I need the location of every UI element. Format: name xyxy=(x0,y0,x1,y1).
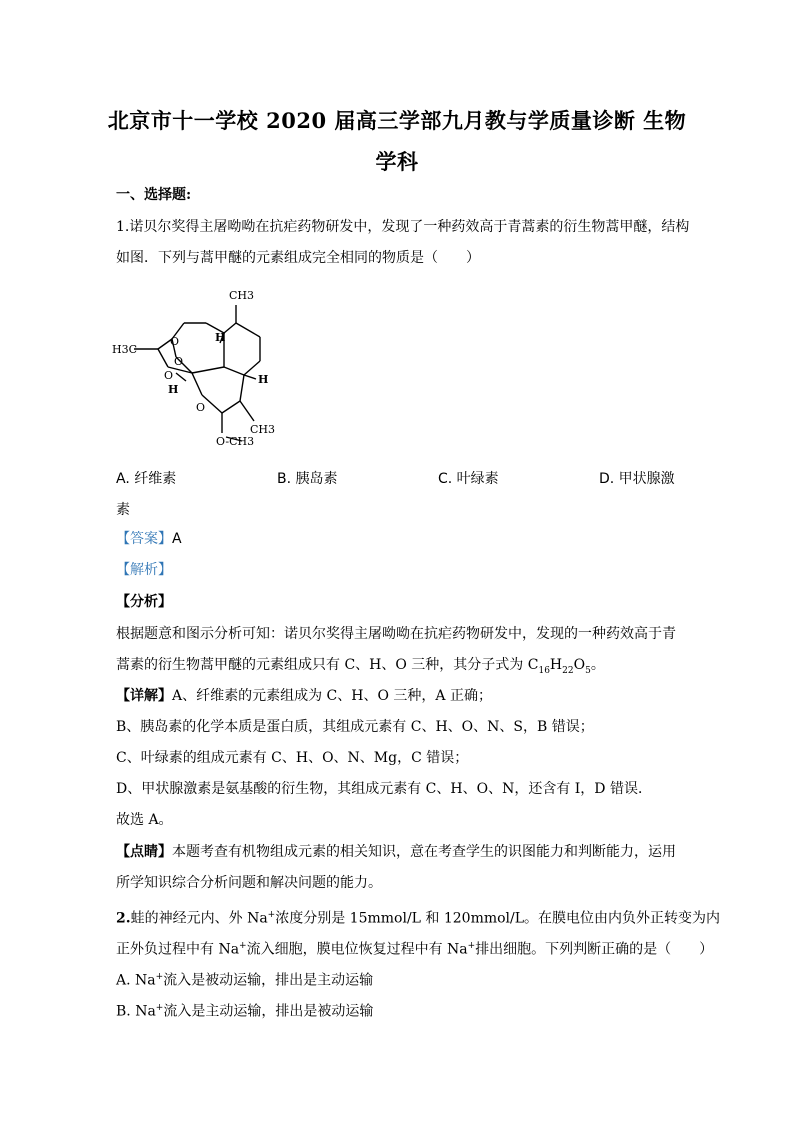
q2-line2-c: 排出细胞。下列判断正确的是（ ） xyxy=(475,941,714,958)
label-o-2: O xyxy=(174,355,184,368)
answer-tag: 【答案】 xyxy=(116,531,172,547)
artemether-structure-diagram xyxy=(112,283,282,453)
detail-line2: B、胰岛素的化学本质是蛋白质，其组成元素有 C、H、O、N、S，B 错误； xyxy=(116,719,594,735)
page-title-line1: 北京市十一学校 2020 届高三学部九月教与学质量诊断 生物 xyxy=(107,108,687,133)
q2-sup-1: + xyxy=(267,910,276,920)
fenxi-line1: 根据题意和图示分析可知：诺贝尔奖得主屠呦呦在抗疟药物研发中，发现的一种药效高于青 xyxy=(116,626,676,642)
q1-option-d-wrap: 素 xyxy=(116,502,130,518)
label-o-1: O xyxy=(170,335,180,348)
q2-opt-b-text: 流入是主动运输，排出是被动运输 xyxy=(163,1003,374,1020)
q1-option-a: A. 纤维素 xyxy=(116,471,177,487)
formula-sub-h: 22 xyxy=(562,665,574,676)
q2-option-a xyxy=(116,968,373,990)
q2-opt-a-prefix: A. Na xyxy=(116,972,156,989)
formula-sub-o: 5 xyxy=(585,665,591,676)
point-line2: 所学知识综合分析问题和解决问题的能力。 xyxy=(116,875,382,891)
point-line1 xyxy=(116,843,676,861)
page-title-line2: 学科 xyxy=(375,149,419,174)
q2-line2-sup1: + xyxy=(239,941,247,951)
section-heading: 一、选择题: xyxy=(116,187,192,203)
detail-line5: 故选 A。 xyxy=(116,812,173,828)
q2-number: 2. xyxy=(116,910,131,927)
q2-opt-b-prefix: B. Na xyxy=(116,1003,156,1020)
point-tag: 【点睛】 xyxy=(116,844,172,860)
label-ch3-bottom: CH3 xyxy=(250,423,276,436)
q1-answer xyxy=(116,530,182,548)
q2-text-a: 蛙的神经元内、外 Na xyxy=(130,910,268,927)
label-o-3: O xyxy=(164,369,174,382)
q1-option-d: D. 甲状腺激 xyxy=(599,471,675,487)
fenxi-line2-text: 蒿素的衍生物蒿甲醚的元素组成只有 C、H、O 三种，其分子式为 C xyxy=(116,657,539,673)
label-h-lower: H xyxy=(168,383,179,396)
label-h-right: H xyxy=(258,373,269,386)
q2-line2-sup2: + xyxy=(467,941,476,951)
q2-line2-a: 正外负过程中有 Na xyxy=(116,941,240,958)
fenxi-end: 。 xyxy=(590,657,605,673)
q2-line2-b: 流入细胞，膜电位恢复过程中有 Na xyxy=(246,941,468,958)
q2-text-b: 浓度分别是 15mmol/L 和 120mmol/L。在膜电位由内负外正转变为内 xyxy=(275,910,721,927)
detail-line3: C、叶绿素的组成元素有 C、H、O、N、Mg，C 错误； xyxy=(116,750,469,766)
point-text1: 本题考查有机物组成元素的相关知识，意在考查学生的识图能力和判断能力，运用 xyxy=(172,844,676,860)
q1-option-c: C. 叶绿素 xyxy=(438,471,499,487)
formula-o: O xyxy=(573,657,586,673)
label-ch3-top: CH3 xyxy=(229,289,255,302)
q2-stem-line1 xyxy=(116,906,720,928)
formula-h: H xyxy=(549,657,563,673)
label-o-4: O xyxy=(196,401,206,414)
detail-tag: 【详解】 xyxy=(116,688,172,704)
label-h-upper: H xyxy=(215,331,226,344)
q1-option-b: B. 胰岛素 xyxy=(277,471,338,487)
q1-stem-line1: 1.诺贝尔奖得主屠呦呦在抗疟药物研发中，发现了一种药效高于青蒿素的衍生物蒿甲醚，结构 xyxy=(116,219,690,235)
q2-opt-a-sup: + xyxy=(155,972,164,982)
analysis-tag: 【解析】 xyxy=(116,562,172,578)
formula-sub-c: 16 xyxy=(538,665,550,676)
detail-text1: A、纤维素的元素组成为 C、H、O 三种，A 正确； xyxy=(172,688,492,704)
fenxi-tag: 【分析】 xyxy=(116,594,172,610)
answer-value: A xyxy=(172,531,182,547)
label-h3c-left: H3C xyxy=(112,343,138,356)
q2-opt-b-sup: + xyxy=(155,1003,164,1013)
label-o-ch3: O-CH3 xyxy=(216,435,255,448)
detail-line1 xyxy=(116,687,492,705)
q2-stem-line2 xyxy=(116,937,713,959)
fenxi-line2 xyxy=(116,656,605,680)
q2-option-b xyxy=(116,999,373,1021)
q2-opt-a-text: 流入是被动运输，排出是主动运输 xyxy=(163,972,374,989)
q1-stem-line2: 如图．下列与蒿甲醚的元素组成完全相同的物质是（ ） xyxy=(116,250,480,266)
detail-line4: D、甲状腺激素是氨基酸的衍生物，其组成元素有 C、H、O、N，还含有 I，D 错误． xyxy=(116,781,652,797)
